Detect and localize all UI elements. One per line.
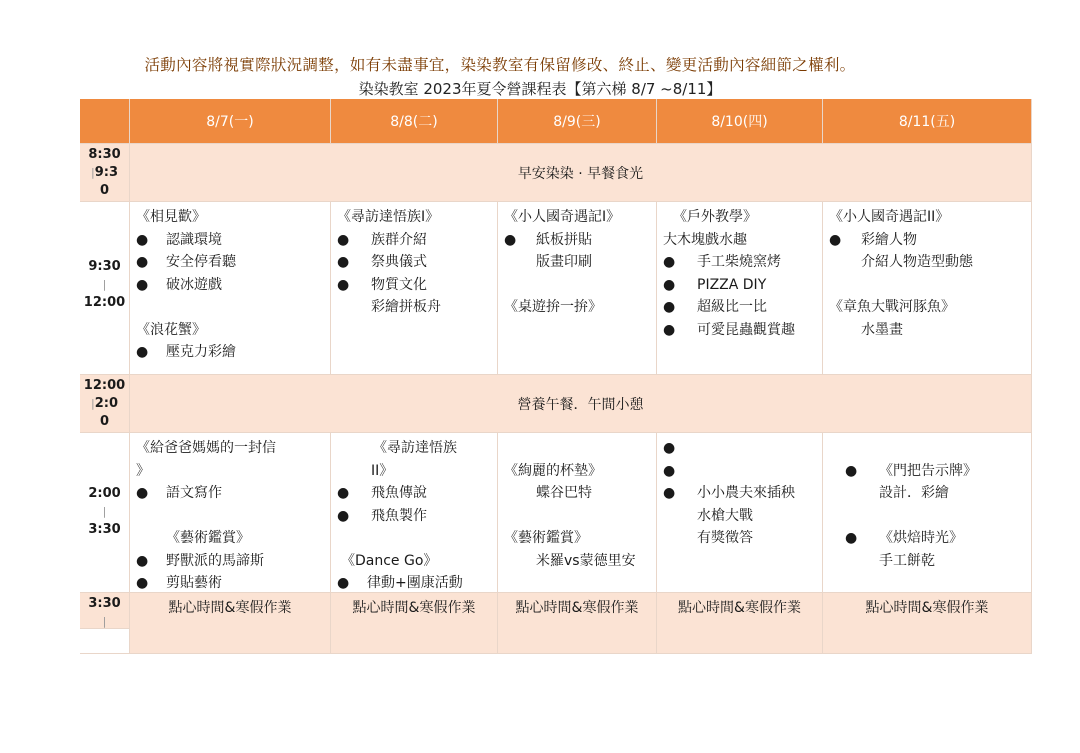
schedule-title: 染染教室 2023年夏令營課程表【第六梯 8/7 ~8/11】 [358,80,722,98]
snack-day-2: 點心時間&寒假作業 [331,593,498,654]
notice-text: 活動內容將視實際狀況調整，如有未盡事宜，染染教室有保留修改、終止、變更活動內容細節之權利。 [144,56,856,74]
snack-day-4: 點心時間&寒假作業 [657,593,823,654]
time-lunch: 12:00 |2:0 0 [80,375,130,433]
header-day-2: 8/8(二) [331,99,498,144]
header-day-1: 8/7(一) [130,99,331,144]
morning-day-3: 《小人國奇遇記I》 ● 紙板拼貼 版畫印刷 《桌遊拚一拚》 [498,202,657,375]
snack-day-1: 點心時間&寒假作業 [130,593,331,654]
header-day-3: 8/9(三) [498,99,657,144]
afternoon-day-4: ● ● ● 小小農夫來插秧 水槍大戰 有獎徵答 [657,433,823,593]
snack-day-5: 點心時間&寒假作業 [823,593,1032,654]
header-day-4: 8/10(四) [657,99,823,144]
breakfast-band: 早安染染 · 早餐食光 [130,144,1032,202]
time-afternoon: 2:00 | 3:30 [80,433,130,593]
morning-day-2: 《尋訪達悟族I》 ● 族群介紹 ● 祭典儀式 ● 物質文化 彩繪拼板舟 [331,202,498,375]
afternoon-day-5: ● 《門把告示牌》 設計．彩繪 ● 《烘焙時光》 手工餅乾 [823,433,1032,593]
time-snack-blank [80,629,130,654]
header-day-5: 8/11(五) [823,99,1032,144]
lunch-band: 營養午餐．午間小憩 [130,375,1032,433]
snack-day-3: 點心時間&寒假作業 [498,593,657,654]
morning-day-4: 《戶外教學》 大木塊戲水趣 ● 手工柴燒窯烤 ● PIZZA DIY ● 超級比一比 ● 可愛昆蟲觀賞趣 [657,202,823,375]
time-morning: 9:30 | 12:00 [80,202,130,375]
afternoon-day-3: 《絢麗的杯墊》 蝶谷巴特 《藝術鑑賞》 米羅vs蒙德里安 [498,433,657,593]
morning-day-5: 《小人國奇遇記II》 ● 彩繪人物 介紹人物造型動態 《章魚大戰河豚魚》 水墨畫 [823,202,1032,375]
time-snack: 3:30 | [80,593,130,629]
time-breakfast: 8:30 |9:3 0 [80,144,130,202]
morning-day-1: 《相見歡》 ● 認識環境 ● 安全停看聽 ● 破冰遊戲 《浪花蟹》 ● 壓克力彩繪 [130,202,331,375]
afternoon-day-2: 《尋訪達悟族 II》 ● 飛魚傳說 ● 飛魚製作 《Dance Go》 ● 律動+團康活動 [331,433,498,593]
afternoon-day-1: 《給爸爸媽媽的一封信 》 ● 語文寫作 《藝術鑑賞》 ● 野獸派的馬諦斯 ● 剪貼藝術 [130,433,331,593]
header-time-cell [80,99,130,144]
